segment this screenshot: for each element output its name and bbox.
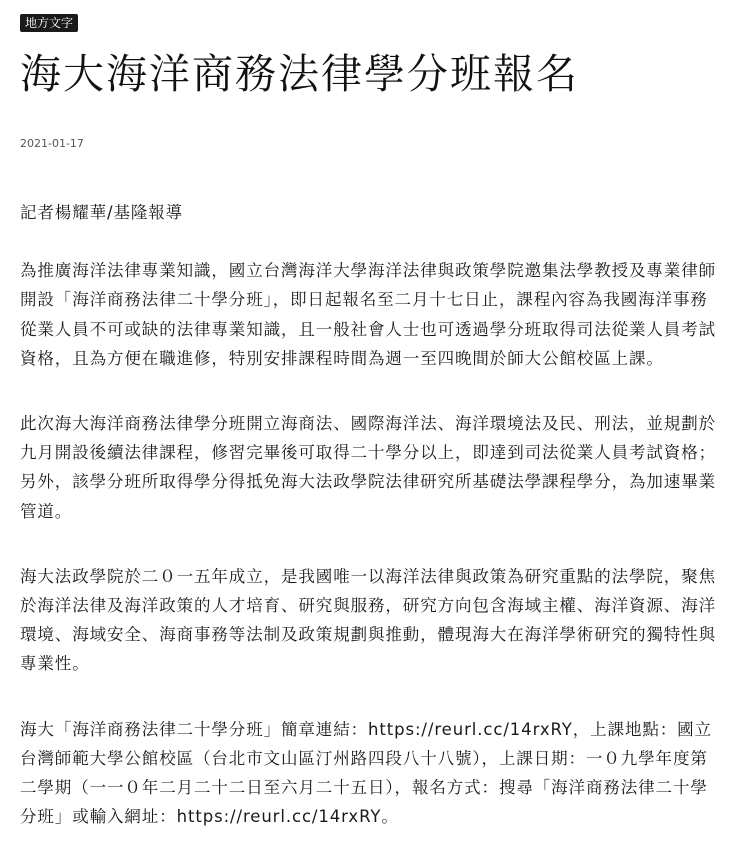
article-paragraph: 此次海大海洋商務法律學分班開立海商法、國際海洋法、海洋環境法及民、刑法，並規劃於九月開設後續法律課程，修習完畢後可取得二十學分以上，即達到司法從業人員考試資格；另外，該學分班所取得學分得抵免海大法政學院法律研究所基礎法學課程學分，為加速畢業管道。 [20,414,716,521]
publish-date: 2021-01-17 [20,137,84,150]
article-paragraph: 海大法政學院於二０一五年成立，是我國唯一以海洋法律與政策為研究重點的法學院，聚焦於海洋法律及海洋政策的人才培育、研究與服務，研究方向包含海域主權、海洋資源、海洋環境、海域安全、海商事務等法制及政策規劃與推動，體現海大在海洋學術研究的獨特性與專業性。 [20,566,716,674]
article [20,12,722,831]
article-paragraph: 海大「海洋商務法律二十學分班」簡章連結：https://reurl.cc/14rxRY，上課地點：國立台灣師範大學公館校區（台北市文山區汀州路四段八十八號），上課日期：一０九學年度第二學期（一一０年二月二十二日至六月二十五日），報名方式：搜尋「海洋商務法律二十學分班」或輸入網址：https://reurl.cc/14rxRY。 [20,719,712,827]
page-title: 海大海洋商務法律學分班報名 [20,50,579,98]
byline: 記者楊耀華/基隆報導 [20,203,184,222]
article-paragraph: 為推廣海洋法律專業知識，國立台灣海洋大學海洋法律與政策學院邀集法學教授及專業律師開設「海洋商務法律二十學分班」，即日起報名至二月十七日止，課程內容為我國海洋事務從業人員不可或缺的法律專業知識，且一般社會人士也可透過學分班取得司法從業人員考試資格，且為方便在職進修，特別安排課程時間為週一至四晚間於師大公館校區上課。 [20,261,716,368]
article-body [20,198,722,831]
category-tag[interactable]: 地方文字 [20,14,78,32]
